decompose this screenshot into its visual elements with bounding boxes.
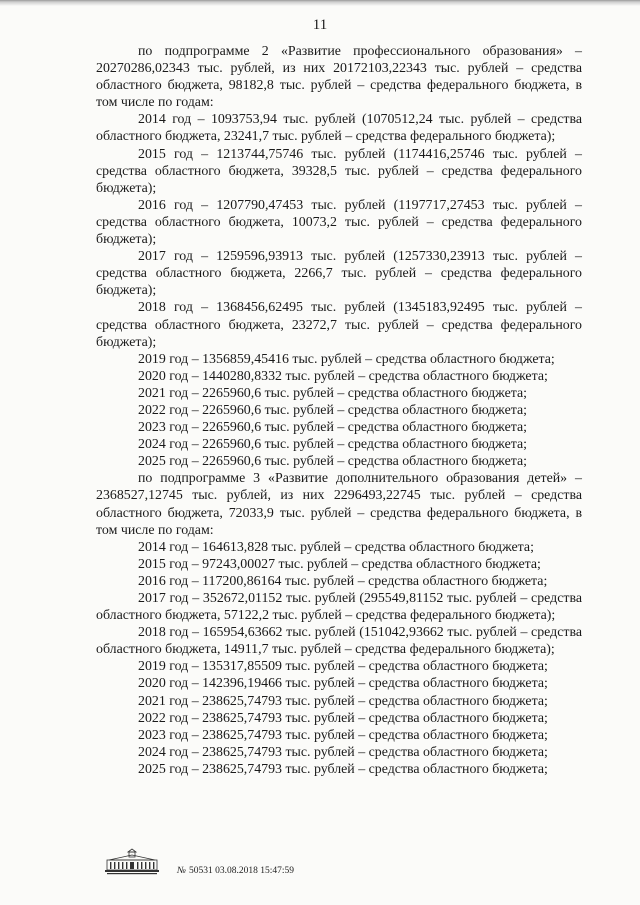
paragraph-year: 2023 год – 2265960,6 тыс. рублей – средства областного бюджета; [138,420,528,436]
number-sign: № [177,866,186,876]
paragraph-year: 2018 год – 1368456,62495 тыс. рублей (1345183,92495 тыс. рублей – средства областного бюджета, 23272,7 тыс. рублей – средства федерального бюджета); [96,300,582,350]
paragraph-year: 2022 год – 2265960,6 тыс. рублей – средства областного бюджета; [138,402,528,418]
paragraph-year: 2016 год – 1207790,47453 тыс. рублей (1197717,27453 тыс. рублей – средства областного бюджета, 10073,2 тыс. рублей – средства федерального бюджета); [96,197,582,248]
paragraph-year: 2014 год – 1093753,94 тыс. рублей (1070512,24 тыс. рублей – средства областного бюджета, 23241,7 тыс. рублей – средства федерального бюджета); [96,112,582,145]
paragraph-year: 2016 год – 117200,86164 тыс. рублей – средства областного бюджета; [138,573,548,589]
paragraph-year: 2020 год – 142396,19466 тыс. рублей – средства областного бюджета; [138,676,548,692]
paragraph-year: 2015 год – 1213744,75746 тыс. рублей (1174416,25746 тыс. рублей – средства областного бюджета, 39328,5 тыс. рублей – средства федерального бюджета); [96,146,582,196]
paragraph-year: 2019 год – 135317,85509 тыс. рублей – средства областного бюджета; [138,659,548,675]
paragraph-year: 2014 год – 164613,828 тыс. рублей – средства областного бюджета; [138,539,534,555]
paragraph-year: 2025 год – 2265960,6 тыс. рублей – средства областного бюджета; [138,454,528,470]
scan-edge [0,0,640,6]
paragraph-subprogram-3: по подпрограмме 3 «Развитие дополнительного образования детей» – 2368527,12745 тыс. рублей, из них 2296493,22745 тыс. рублей – средства областного бюджета, 72033,9 тыс. рублей – средства федерального бюджета, в том числе по годам: [96,471,582,538]
page-number: 11 [312,17,328,33]
paragraph-year: 2017 год – 1259596,93913 тыс. рублей (1257330,23913 тыс. рублей – средства областного бюджета, 2266,7 тыс. рублей – средства федерального бюджета); [96,249,582,299]
paragraph-year: 2021 год – 2265960,6 тыс. рублей – средства областного бюджета; [138,385,528,401]
paragraph-year: 2015 год – 97243,00027 тыс. рублей – средства областного бюджета; [138,556,541,572]
document-body [96,43,582,778]
registration-stamp [177,866,294,876]
paragraph-subprogram-2: по подпрограмме 2 «Развитие профессионального образования» – 20270286,02343 тыс. рублей, из них 20172103,22343 тыс. рублей – средства областного бюджета, 98182,8 тыс. рублей – средства федерального бюджета, в том числе по годам: [96,44,582,111]
paragraph-year: 2023 год – 238625,74793 тыс. рублей – средства областного бюджета; [138,727,548,743]
document-footer [103,848,363,888]
paragraph-year: 2017 год – 352672,01152 тыс. рублей (295549,81152 тыс. рублей – средства областного бюджета, 57122,2 тыс. рублей – средства федерального бюджета); [96,591,582,624]
paragraph-year: 2024 год – 2265960,6 тыс. рублей – средства областного бюджета; [138,437,528,453]
paragraph-year: 2019 год – 1356859,45416 тыс. рублей – средства областного бюджета; [138,351,555,367]
paragraph-year: 2018 год – 165954,63662 тыс. рублей (151042,93662 тыс. рублей – средства областного бюджета, 14911,7 тыс. рублей – средства федерального бюджета); [96,625,582,658]
paragraph-year: 2024 год – 238625,74793 тыс. рублей – средства областного бюджета; [138,744,548,760]
paragraph-year: 2020 год – 1440280,8332 тыс. рублей – средства областного бюджета; [138,368,548,384]
paragraph-year: 2025 год – 238625,74793 тыс. рублей – средства областного бюджета; [138,761,548,777]
paragraph-year: 2021 год – 238625,74793 тыс. рублей – средства областного бюджета; [138,693,548,709]
registration-number-date: 50531 03.08.2018 15:47:59 [188,866,294,876]
paragraph-year: 2022 год – 238625,74793 тыс. рублей – средства областного бюджета; [138,710,548,726]
government-building-logo [103,848,161,876]
